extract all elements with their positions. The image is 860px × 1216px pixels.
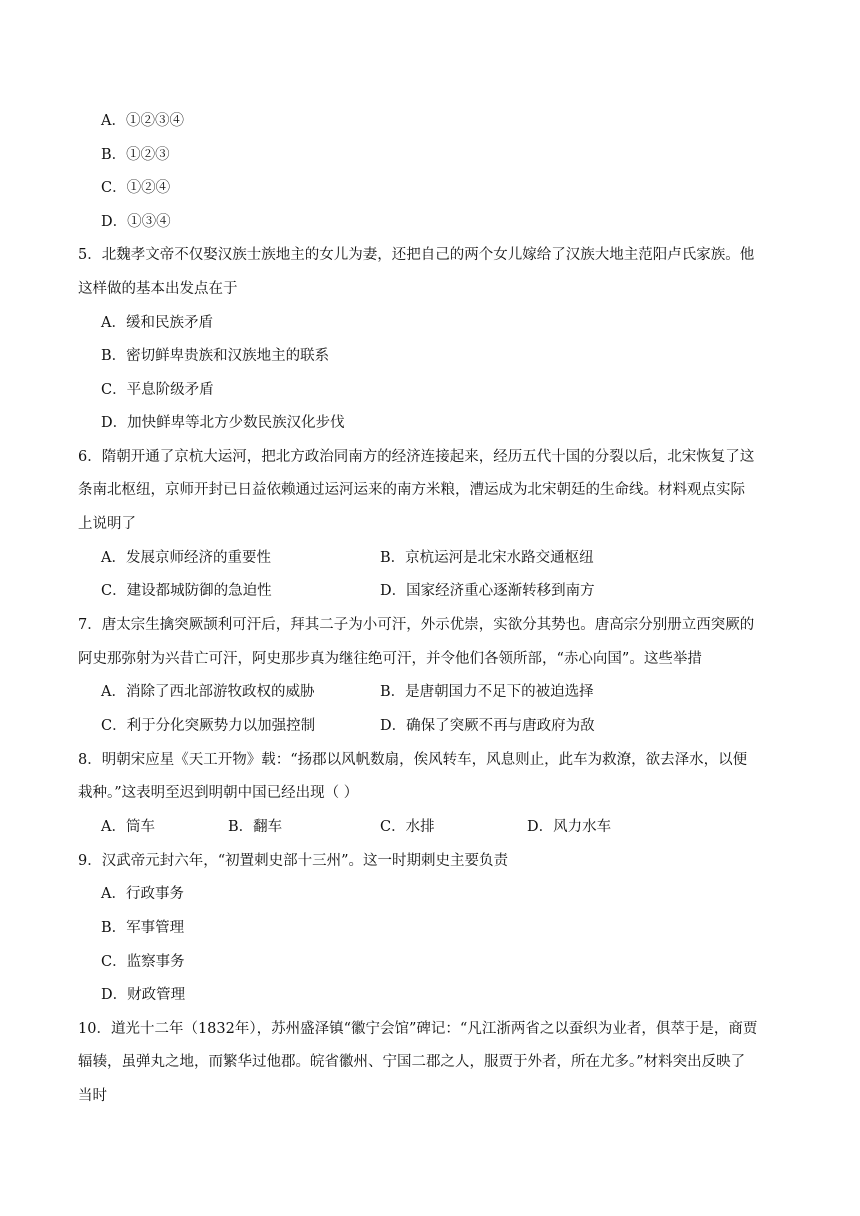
q9-stem-line: 9．汉武帝元封六年，“初置刺史部十三州”。这一时期刺史主要负责 [78,853,509,869]
q10-stem-line: 10．道光十二年（1832年），苏州盛泽镇“徽宁会馆”碑记：“凡江浙两省之以蚕织为业者，俱萃于是，商贾 [78,1021,758,1037]
q8-option-a: A．筒车 [101,819,155,835]
q6-option-b: B．京杭运河是北宋水路交通枢纽 [380,550,594,566]
q6-stem-line: 上说明了 [78,516,136,532]
q6-option-c: C．建设都城防御的急迫性 [101,583,272,599]
q7-option-b: B．是唐朝国力不足下的被迫选择 [380,684,594,700]
q5-stem-line: 这样做的基本出发点在于 [78,281,238,297]
q9-option-b: B．军事管理 [101,920,185,936]
q4-option-d: D．①③④ [101,214,171,230]
q9-option-a: A．行政事务 [101,886,184,902]
q6-stem-line: 6．隋朝开通了京杭大运河，把北方政治同南方的经济连接起来，经历五代十国的分裂以后，北宋恢复了这 [78,449,755,465]
q6-option-a: A．发展京师经济的重要性 [101,550,271,566]
q8-option-d: D．风力水车 [527,819,612,835]
q5-option-b: B．密切鲜卑贵族和汉族地主的联系 [101,348,330,364]
q5-option-a: A．缓和民族矛盾 [101,315,213,331]
q7-option-c: C．利于分化突厥势力以加强控制 [101,718,316,734]
q4-option-a: A．①②③④ [101,113,184,129]
q9-option-c: C．监察事务 [101,954,185,970]
q4-option-b: B．①②③ [101,147,170,163]
q8-stem-line: 栽种。”这表明至迟到明朝中国已经出现（ ） [78,785,359,801]
q7-option-a: A．消除了西北部游牧政权的威胁 [101,684,315,700]
q8-stem-line: 8．明朝宋应星《天工开物》载：“扬郡以风帆数扇，俟风转车，风息则止，此车为救潦，欲去泽水，以便 [78,752,748,768]
q9-option-d: D．财政管理 [101,987,186,1003]
q7-stem-line: 阿史那弥射为兴昔亡可汗，阿史那步真为继往绝可汗，并令他们各领所部，“赤心向国”。这些举措 [78,651,702,667]
q7-stem-line: 7．唐太宗生擒突厥颉利可汗后，拜其二子为小可汗，外示优崇，实欲分其势也。唐高宗分别册立西突厥的 [78,617,755,633]
q6-option-d: D．国家经济重心逐渐转移到南方 [380,583,595,599]
q6-stem-line: 条南北枢纽，京师开封已日益依赖通过运河运来的南方米粮，漕运成为北宋朝廷的生命线。材料观点实际 [78,482,745,498]
q5-stem-line: 5．北魏孝文帝不仅娶汉族士族地主的女儿为妻，还把自己的两个女儿嫁给了汉族大地主范阳卢氏家族。他 [78,247,755,263]
q5-option-c: C．平息阶级矛盾 [101,382,214,398]
q5-option-d: D．加快鲜卑等北方少数民族汉化步伐 [101,415,345,431]
q10-stem-line: 辐辏，虽弹丸之地，而繁华过他郡。皖省徽州、宁国二郡之人，服贾于外者，所在尤多。”材料突出反映了 [78,1054,746,1070]
q8-option-c: C．水排 [380,819,435,835]
q8-option-b: B．翻车 [228,819,283,835]
q7-option-d: D．确保了突厥不再与唐政府为敌 [380,718,595,734]
q4-option-c: C．①②④ [101,180,171,196]
q10-stem-line: 当时 [78,1088,107,1104]
